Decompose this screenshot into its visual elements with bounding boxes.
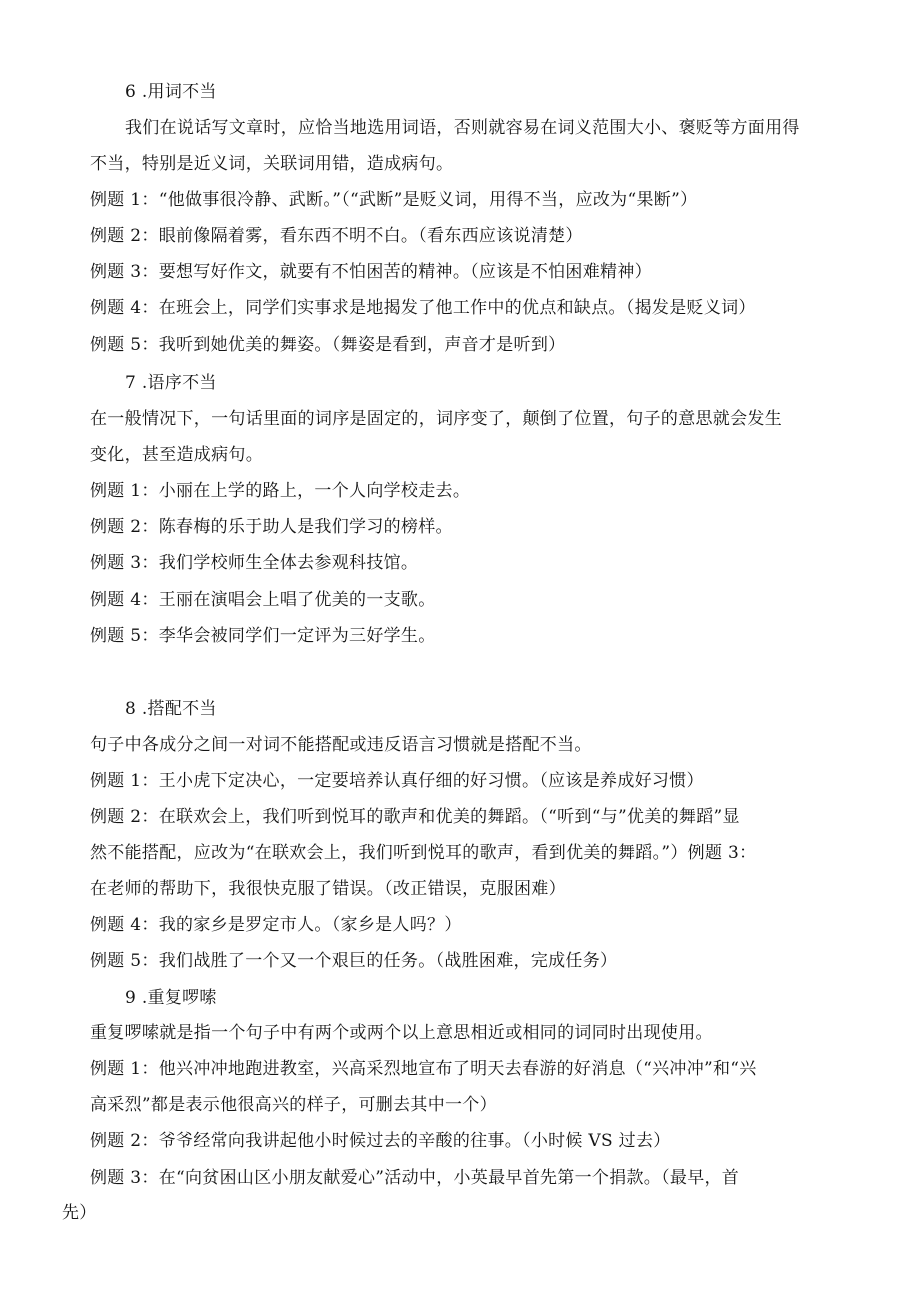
example-line: 例题 3：要想写好作文，就要有不怕困苦的精神。（应该是不怕困难精神）	[90, 262, 652, 282]
example-line: 例题 1：“他做事很冷静、武断。”（“武断”是贬义词，用得不当，应改为“果断”）	[90, 190, 698, 210]
example-line: 例题 2：爷爷经常向我讲起他小时候过去的辛酸的往事。（小时候 VS 过去）	[90, 1131, 671, 1151]
paragraph-line: 变化，甚至造成病句。	[90, 445, 263, 465]
example-line: 例题 2：陈春梅的乐于助人是我们学习的榜样。	[90, 517, 453, 537]
example-line: 例题 5：李华会被同学们一定评为三好学生。	[90, 626, 436, 646]
example-line: 例题 1：王小虎下定决心，一定要培养认真仔细的好习惯。（应该是养成好习惯）	[90, 771, 704, 791]
section-heading: 9 .重复啰嗦	[125, 988, 217, 1008]
section-heading: 6 .用词不当	[125, 82, 217, 102]
example-line: 先）	[62, 1203, 97, 1223]
section-heading: 8 .搭配不当	[125, 699, 217, 719]
section-heading: 7 .语序不当	[125, 373, 217, 393]
example-line: 例题 1：小丽在上学的路上，一个人向学校走去。	[90, 481, 471, 501]
paragraph-line: 在一般情况下，一句话里面的词序是固定的，词序变了，颠倒了位置，句子的意思就会发生	[90, 409, 782, 429]
example-line: 例题 4：王丽在演唱会上唱了优美的一支歌。	[90, 590, 436, 610]
example-line: 例题 4：在班会上，同学们实事求是地揭发了他工作中的优点和缺点。（揭发是贬义词）	[90, 298, 756, 318]
example-line: 例题 2：眼前像隔着雾，看东西不明不白。（看东西应该说清楚）	[90, 226, 583, 246]
example-line: 例题 2：在联欢会上，我们听到悦耳的歌声和优美的舞蹈。（“听到“与”优美的舞蹈”显	[90, 807, 740, 827]
example-line: 例题 5：我们战胜了一个又一个艰巨的任务。（战胜困难，完成任务）	[90, 951, 618, 971]
paragraph-line: 我们在说话写文章时，应恰当地选用词语，否则就容易在词义范围大小、褒贬等方面用得	[125, 118, 800, 138]
example-line: 例题 3：我们学校师生全体去参观科技馆。	[90, 553, 419, 573]
example-line: 然不能搭配，应改为“在联欢会上，我们听到悦耳的歌声，看到优美的舞蹈。”）例题 3：	[90, 843, 757, 863]
paragraph-line: 句子中各成分之间一对词不能搭配或违反语言习惯就是搭配不当。	[90, 735, 592, 755]
example-line: 高采烈”都是表示他很高兴的样子，可删去其中一个）	[90, 1095, 497, 1115]
example-line: 例题 3：在“向贫困山区小朋友献爱心”活动中，小英最早首先第一个捐款。（最早，首	[90, 1168, 740, 1188]
example-line: 例题 4：我的家乡是罗定市人。（家乡是人吗？）	[90, 915, 462, 935]
example-line: 在老师的帮助下，我很快克服了错误。（改正错误，克服困难）	[90, 879, 566, 899]
example-line: 例题 1：他兴冲冲地跑进教室，兴高采烈地宣布了明天去春游的好消息（“兴冲冲”和“兴	[90, 1059, 757, 1079]
example-line: 例题 5：我听到她优美的舞姿。（舞姿是看到，声音才是听到）	[90, 335, 566, 355]
paragraph-line: 重复啰嗦就是指一个句子中有两个或两个以上意思相近或相同的词同时出现使用。	[90, 1023, 713, 1043]
paragraph-line: 不当，特别是近义词，关联词用错，造成病句。	[90, 154, 454, 174]
